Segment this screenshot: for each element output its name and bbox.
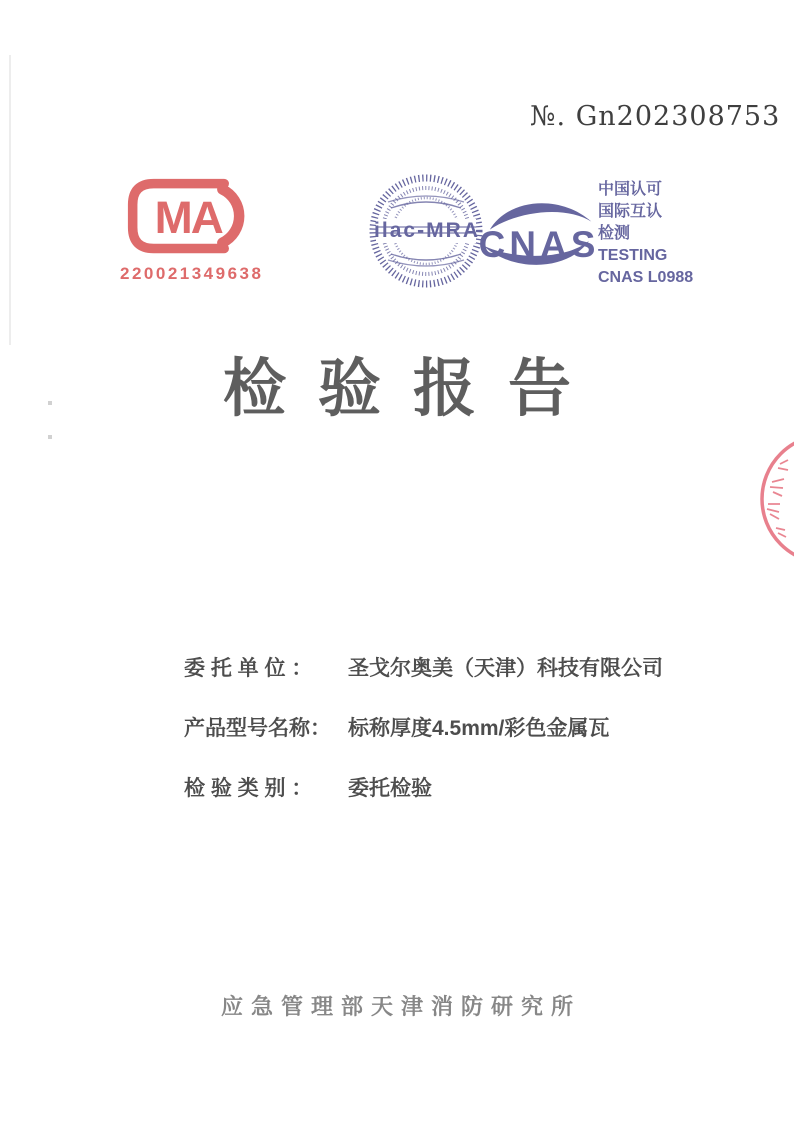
field-row-client	[184, 652, 663, 682]
field-label: 产品型号名称：	[184, 717, 331, 740]
red-seal-stamp	[750, 430, 794, 570]
accreditation-line: 检测	[598, 225, 631, 242]
cnas-logo-icon	[477, 186, 597, 286]
field-label: 委 托 单 位 ：	[184, 657, 313, 680]
field-label: 检 验 类 别 ：	[184, 777, 313, 800]
field-value: 委托检验	[348, 777, 432, 800]
cnas-logo-text: CNAS	[478, 223, 596, 265]
institution-name: 应急管理部天津消防研究所	[220, 994, 581, 1019]
page-title: 检验报告	[223, 354, 603, 424]
cma-logo-block	[120, 176, 264, 284]
accreditation-line: TESTING	[598, 247, 668, 264]
cma-logo-icon	[122, 176, 253, 258]
accreditation-text	[598, 179, 693, 289]
field-row-product-model	[184, 712, 663, 742]
accreditation-line: 国际互认	[598, 203, 663, 220]
scan-artifact-line	[9, 55, 11, 345]
accreditation-line: 中国认可	[598, 181, 663, 198]
scan-speckle	[48, 435, 52, 439]
cma-logo-text: MA	[154, 192, 222, 244]
cma-certificate-number: 220021349638	[120, 264, 264, 283]
ilac-mra-logo-icon	[366, 170, 486, 292]
ilac-mra-logo-text: ilac-MRA	[374, 219, 478, 242]
accreditation-line: CNAS L0988	[598, 269, 694, 286]
field-value: 圣戈尔奥美（天津）科技有限公司	[348, 657, 663, 680]
report-number: №. Gn202308753	[530, 101, 781, 132]
field-row-inspection-type	[184, 772, 663, 802]
field-value: 标称厚度4.5mm/彩色金属瓦	[348, 717, 610, 740]
red-seal-icon	[750, 430, 794, 570]
report-fields	[184, 652, 663, 832]
